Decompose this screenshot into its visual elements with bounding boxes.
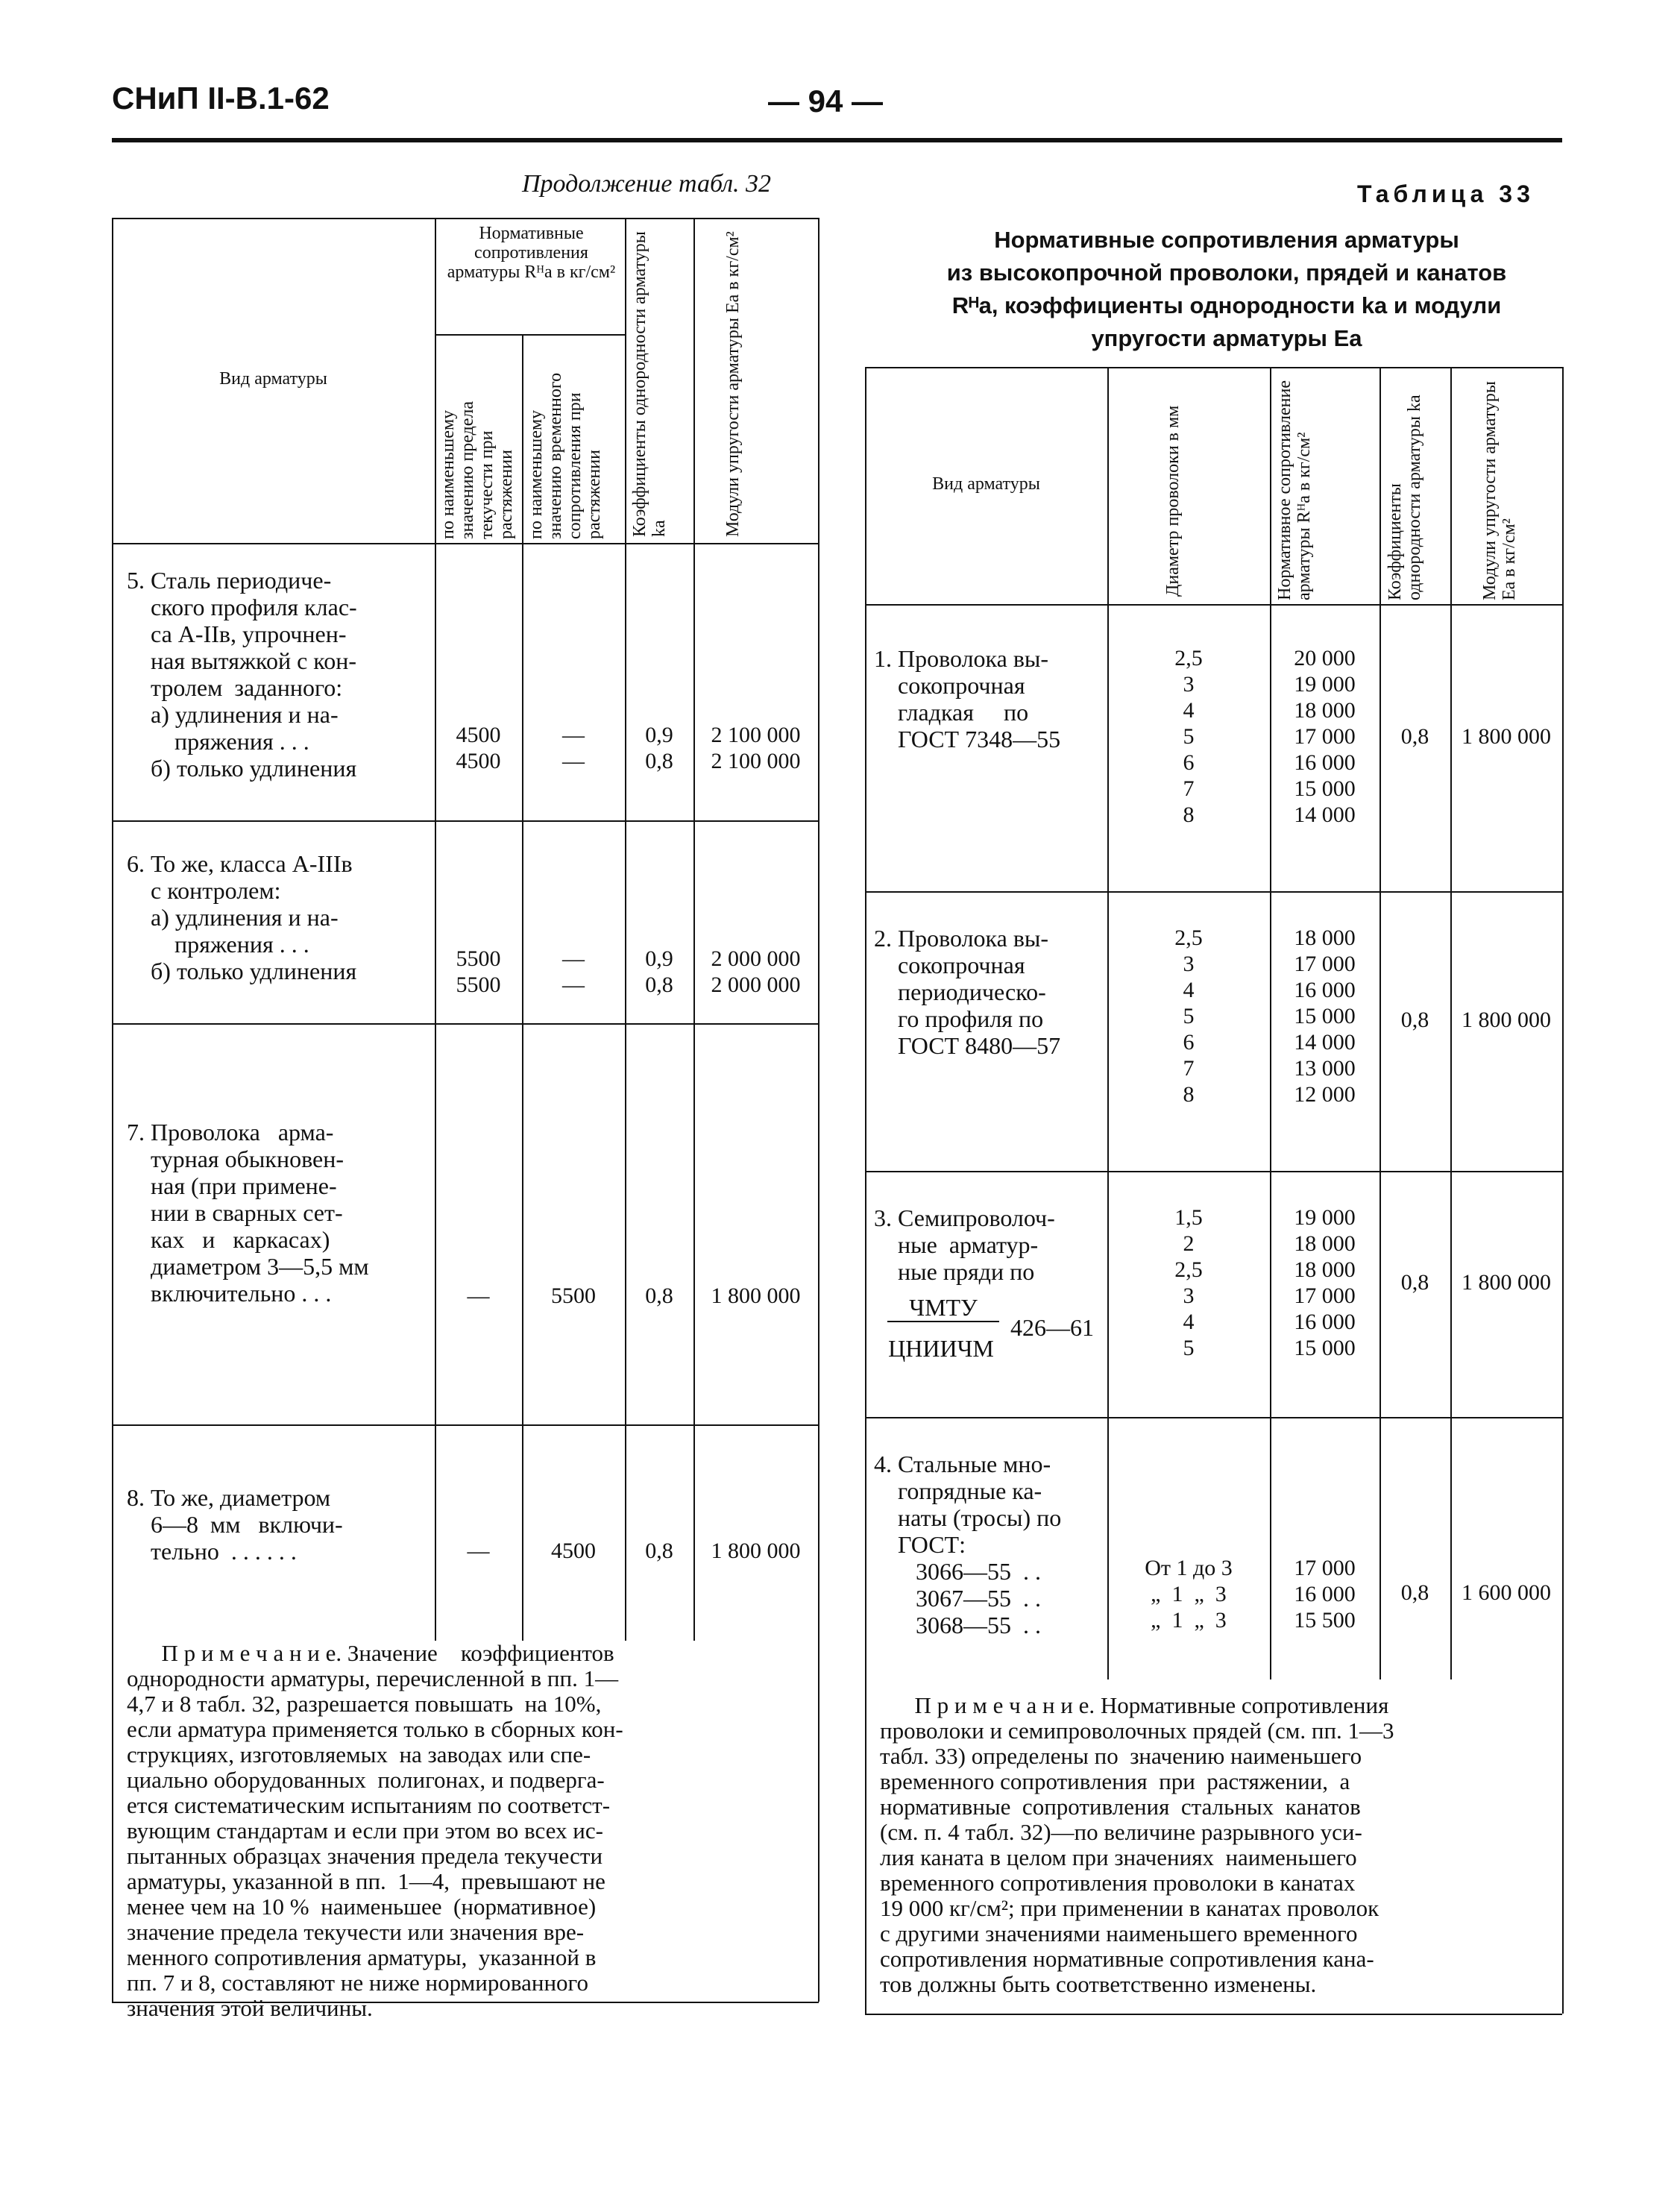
header-norm: Нормативные сопротивления арматуры Rᴴа в кг/см² <box>447 224 616 282</box>
t33-row-3-k: 0,8 <box>1400 1270 1429 1295</box>
header-bottom-rule <box>112 543 819 544</box>
table-top-rule <box>865 367 1562 368</box>
header-e: Модули упругости арматуры Eа в кг/см² <box>1480 380 1519 600</box>
header-norm-a: по наименьшему значению предела текучести при растяжении <box>438 400 516 539</box>
table-right-border <box>818 218 819 2002</box>
page-number: — 94 — <box>768 84 884 119</box>
row-5a-value: 4500 <box>456 723 501 747</box>
row-8-value: 0,8 <box>645 1539 673 1563</box>
header-bottom-rule <box>865 604 1562 606</box>
t33-row-4-e: 1 600 000 <box>1462 1580 1551 1605</box>
t33-row-2-k: 0,8 <box>1400 1008 1429 1032</box>
header-diameter: Диаметр проволоки в мм <box>1163 405 1183 597</box>
t33-row-1-label: 1. Проволока вы- сокопрочная гладкая по ГОСТ 7348—55 <box>874 645 1061 752</box>
table-title-line: Rᴴа, коэффициенты однородности kа и модули <box>951 292 1502 318</box>
col-divider <box>435 218 436 1641</box>
row-7-value: 1 800 000 <box>711 1283 801 1308</box>
row-6a-value: 5500 <box>456 946 501 971</box>
header-resistance: Нормативное сопротивление арматуры Rᴴа в кг/см² <box>1275 380 1314 600</box>
header-subrule <box>435 334 625 336</box>
row-6a-value: 2 000 000 <box>711 946 801 971</box>
table-continuation-label: Продолжение табл. 32 <box>522 170 772 198</box>
header-k: Коэффициенты однородности арматуры kа <box>630 231 669 537</box>
header-kind: Вид арматуры <box>932 474 1040 494</box>
row-6b-value: 2 000 000 <box>711 972 801 997</box>
table-33-note: П р и м е ч а н и е. Нормативные сопротивления проволоки и семипроволочных прядей (см. пп. 1—3 табл. 33) определены по значению наименьшего временного сопротивления при растяжении, а нормативные сопротивления стальных канатов (см. п. 4 табл. 32)—по величине разрывного уси- лия каната в целом при значениях наименьшего временного сопротивления проволоки в канатах 19 000 кг/см²; при применении в канатах проволок с другими значениями наименьшего временного сопротивления нормативные сопротивления кана- тов должны быть соответственно изменены. <box>880 1692 1394 1997</box>
table-title-line: Нормативные сопротивления арматуры <box>994 227 1459 253</box>
t33-row-3-fraction-numerator: ЧМТУ <box>887 1294 999 1322</box>
t33-row-4-resistances: 17 000 16 000 15 500 <box>1294 1556 1356 1632</box>
row-rule <box>112 1424 819 1426</box>
row-5b-value: 0,8 <box>645 749 673 773</box>
table-top-rule <box>112 218 819 219</box>
col-divider <box>693 218 695 1641</box>
table-left-border <box>865 367 866 2014</box>
row-7-value: 5500 <box>551 1283 596 1308</box>
header-kind: Вид арматуры <box>219 369 327 389</box>
t33-row-3-resistances: 19 000 18 000 18 000 17 000 16 000 15 000 <box>1294 1205 1356 1360</box>
row-rule <box>865 891 1562 893</box>
row-6b-value: 0,8 <box>645 972 673 997</box>
row-7-value: 0,8 <box>645 1283 673 1308</box>
row-6b-value: 5500 <box>456 972 501 997</box>
row-rule <box>865 1417 1562 1418</box>
row-8-value: 1 800 000 <box>711 1539 801 1563</box>
table-33-label: Таблица 33 <box>1357 180 1535 207</box>
row-5a-value: — <box>562 723 585 747</box>
row-6-label: 6. То же, класса А-IIIв с контролем: а) удлинения и на- пряжения . . . б) только удлинения <box>127 850 357 984</box>
t33-row-2-e: 1 800 000 <box>1462 1008 1551 1032</box>
row-8-label: 8. То же, диаметром 6—8 мм включи- тельно . . . . . . <box>127 1484 343 1565</box>
header-k: Коэффициенты однородности арматуры kа <box>1385 395 1424 600</box>
row-5b-value: 4500 <box>456 749 501 773</box>
table-title-line: упругости арматуры Eа <box>1091 325 1362 351</box>
t33-row-3-fraction-denominator: ЦНИИЧМ <box>888 1335 994 1362</box>
t33-row-3-diameters: 1,5 2 2,5 3 4 5 <box>1174 1205 1203 1360</box>
row-6a-value: — <box>562 946 585 971</box>
t33-row-2-diameters: 2,5 3 4 5 6 7 8 <box>1174 926 1203 1107</box>
row-6a-value: 0,9 <box>645 946 673 971</box>
row-rule <box>865 1171 1562 1172</box>
table-33-title <box>880 224 1573 355</box>
t33-row-3-e: 1 800 000 <box>1462 1270 1551 1295</box>
header-e: Модули упругости арматуры Eа в кг/см² <box>723 231 743 537</box>
t33-row-4-diameters: От 1 до 3 „ 1 „ 3 „ 1 „ 3 <box>1145 1556 1233 1632</box>
table-title-line: из высокопрочной проволоки, прядей и канатов <box>946 260 1507 286</box>
t33-row-2-label: 2. Проволока вы- сокопрочная периодическо- го профиля по ГОСТ 8480—57 <box>874 925 1061 1059</box>
t33-row-4-label: 4. Стальные мно- гопрядные ка- наты (тросы) по ГОСТ: 3066—55 . . 3067—55 . . 3068—55 . . <box>874 1451 1062 1638</box>
t33-row-3-label: 3. Семипроволоч- ные арматур- ные пряди по <box>874 1204 1055 1285</box>
row-rule <box>112 1023 819 1025</box>
row-5-label: 5. Сталь периодиче- ского профиля клас- са А-IIв, упрочнен- ная вытяжкой с кон- тролем заданного: а) удлинения и на- пряжения . . . б) только удлинения <box>127 567 357 782</box>
t33-row-2-resistances: 18 000 17 000 16 000 15 000 14 000 13 000 12 000 <box>1294 926 1356 1107</box>
table-bottom-rule <box>865 2014 1562 2015</box>
header-rule <box>112 138 1562 142</box>
col-divider <box>625 218 626 1641</box>
t33-row-3-fraction-tail: 426—61 <box>1010 1314 1094 1341</box>
t33-row-1-diameters: 2,5 3 4 5 6 7 8 <box>1174 646 1203 827</box>
row-rule <box>112 820 819 822</box>
row-5b-value: 2 100 000 <box>711 749 801 773</box>
t33-row-4-k: 0,8 <box>1400 1580 1429 1605</box>
table-32-note: П р и м е ч а н и е. Значение коэффициентов однородности арматуры, перечисленной в пп. 1— 4,7 и 8 табл. 32, разрешается повышать на 10%, если арматура применяется только в сборных кон- струкциях, изготовляемых на заводах или спе- циально оборудованных полигонах, и подверга- ется систематическим испытаниям по соответст- вующим стандартам и если при этом во всех ис- пытанных образцах значения предела текучести арматуры, указанной в пп. 1—4, превышают не менее чем на 10 % наименьшее (нормативное) значение предела текучести или значения вре- менного сопротивления арматуры, указанной в пп. 7 и 8, составляют не ниже нормированного значения этой величины. <box>127 1640 623 2021</box>
row-6b-value: — <box>562 972 585 997</box>
t33-row-1-resistances: 20 000 19 000 18 000 17 000 16 000 15 000 14 000 <box>1294 646 1356 827</box>
row-8-value: — <box>467 1539 490 1563</box>
row-7-label: 7. Проволока арма- турная обыкновен- ная (при примене- нии в сварных сет- ках и каркасах) диаметром 3—5,5 мм включительно . . . <box>127 1119 369 1307</box>
row-7-value: — <box>467 1283 490 1308</box>
header-norm-b: по наименьшему значению временного сопротивления при растяжении <box>526 372 604 539</box>
row-5b-value: — <box>562 749 585 773</box>
document-code: СНиП II-В.1-62 <box>112 81 330 116</box>
row-5a-value: 0,9 <box>645 723 673 747</box>
table-left-border <box>112 218 113 2002</box>
table-right-border <box>1562 367 1564 2014</box>
row-8-value: 4500 <box>551 1539 596 1563</box>
row-5a-value: 2 100 000 <box>711 723 801 747</box>
t33-row-1-k: 0,8 <box>1400 724 1429 749</box>
t33-row-1-e: 1 800 000 <box>1462 724 1551 749</box>
